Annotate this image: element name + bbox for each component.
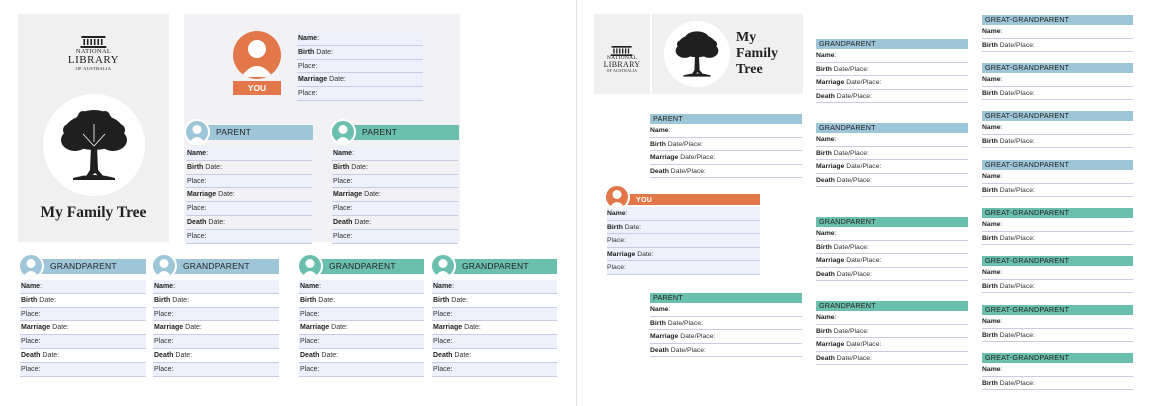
field-marriage[interactable]: Marriage Date/Place: <box>816 76 968 90</box>
nla-line3: OF AUSTRALIA <box>75 66 112 71</box>
field-marriage-date[interactable]: Marriage Date: <box>153 321 279 335</box>
you-label: YOU <box>614 194 760 205</box>
field-name[interactable]: Name: <box>982 121 1133 135</box>
great-grandparent-fields-7 <box>982 315 1133 342</box>
field-marriage-place[interactable]: Place: <box>432 335 557 349</box>
field-name[interactable]: Name: <box>982 25 1133 39</box>
field-death-date[interactable]: Death Date: <box>299 349 424 363</box>
field-marriage[interactable]: Marriage Date/Place: <box>816 160 968 174</box>
field-name[interactable]: Name: <box>982 73 1133 87</box>
grandparent-label: GRANDPARENT <box>28 259 146 274</box>
field-marriage-date[interactable]: Marriage Date: <box>332 188 458 202</box>
field-marriage-place[interactable]: Place: <box>607 261 760 275</box>
field-marriage-place[interactable]: Place: <box>153 335 279 349</box>
tree-icon <box>664 21 730 87</box>
field-birth-place[interactable]: Place: <box>20 308 146 322</box>
field-marriage-date[interactable]: Marriage Date: <box>607 248 760 262</box>
person-icon <box>330 119 356 145</box>
nla-logo-card <box>594 14 650 94</box>
grandparent-fields-right-2 <box>816 133 968 187</box>
parent-header-2 <box>330 124 459 140</box>
great-grandparent-label: GREAT-GRANDPARENT <box>982 160 1133 170</box>
nla-logo <box>604 46 641 74</box>
grandparent-label: GRANDPARENT <box>816 301 968 311</box>
field-birth[interactable]: Birth Date/Place: <box>816 147 968 161</box>
page-divider <box>576 0 577 406</box>
parent-label: PARENT <box>194 125 313 140</box>
field-birth-place[interactable]: Place: <box>153 308 279 322</box>
field-marriage-date[interactable]: Marriage Date: <box>432 321 557 335</box>
you-avatar <box>233 31 281 79</box>
person-icon <box>18 253 44 279</box>
title-line2: Family <box>736 46 778 61</box>
person-icon <box>184 119 210 145</box>
great-grandparent-fields-4 <box>982 170 1133 197</box>
field-death-date[interactable]: Death Date: <box>153 349 279 363</box>
grandparent-label: GRANDPARENT <box>816 123 968 133</box>
nla-line2: LIBRARY <box>603 60 641 69</box>
great-grandparent-fields-8 <box>982 363 1133 390</box>
field-marriage-place[interactable]: Place: <box>297 87 423 101</box>
field-birth[interactable]: Birth Date/Place: <box>816 325 968 339</box>
field-name[interactable]: Name: <box>982 266 1133 280</box>
field-birth-date[interactable]: Birth Date: <box>20 294 146 308</box>
parent-fields-1 <box>186 147 312 244</box>
field-birth[interactable]: Birth Date/Place: <box>816 241 968 255</box>
great-grandparent-fields-5 <box>982 218 1133 245</box>
grandparent-header-4 <box>430 258 557 274</box>
parent-fields-2 <box>332 147 458 244</box>
field-birth[interactable]: Birth Date/Place: <box>982 135 1133 149</box>
great-grandparent-label: GREAT-GRANDPARENT <box>982 208 1133 218</box>
field-birth-date[interactable]: Birth Date: <box>186 161 312 175</box>
field-name[interactable]: Name: <box>650 303 802 317</box>
field-name[interactable]: Name: <box>816 227 968 241</box>
grandparent-header-1 <box>18 258 146 274</box>
grandparent-header-3 <box>297 258 424 274</box>
person-icon <box>233 31 281 79</box>
grandparent-fields-3 <box>299 280 424 377</box>
great-grandparent-label: GREAT-GRANDPARENT <box>982 353 1133 363</box>
field-birth[interactable]: Birth Date/Place: <box>650 138 802 152</box>
title-line1: My <box>736 30 757 45</box>
field-name[interactable]: Name: <box>982 170 1133 184</box>
field-name[interactable]: Name: <box>982 315 1133 329</box>
great-grandparent-label: GREAT-GRANDPARENT <box>982 15 1133 25</box>
field-name[interactable]: Name: <box>650 124 802 138</box>
great-grandparent-fields-3 <box>982 121 1133 148</box>
field-marriage-place[interactable]: Place: <box>186 202 312 216</box>
tree-circle <box>664 21 730 87</box>
tree-circle <box>43 94 145 196</box>
grandparent-label: GRANDPARENT <box>161 259 279 274</box>
field-name[interactable]: Name: <box>982 363 1133 377</box>
nla-logo <box>68 36 119 71</box>
field-marriage[interactable]: Marriage Date/Place: <box>816 338 968 352</box>
field-birth-date[interactable]: Birth Date: <box>332 161 458 175</box>
field-death-place[interactable]: Place: <box>153 363 279 377</box>
field-birth[interactable]: Birth Date/Place: <box>982 87 1133 101</box>
you-avatar <box>604 184 630 210</box>
grandparent-fields-right-1 <box>816 49 968 103</box>
field-birth-place[interactable]: Place: <box>332 175 458 189</box>
field-birth[interactable]: Birth Date/Place: <box>982 232 1133 246</box>
person-icon <box>606 186 628 208</box>
you-fields-right <box>607 207 760 275</box>
field-name[interactable]: Name: <box>20 280 146 294</box>
grandparent-header-2 <box>151 258 279 274</box>
field-marriage[interactable]: Marriage Date/Place: <box>650 151 802 165</box>
grandparent-fields-2 <box>153 280 279 377</box>
title-card-right <box>652 14 803 94</box>
field-marriage-date[interactable]: Marriage Date: <box>299 321 424 335</box>
great-grandparent-label: GREAT-GRANDPARENT <box>982 63 1133 73</box>
field-birth[interactable]: Birth Date/Place: <box>982 184 1133 198</box>
field-marriage-place[interactable]: Place: <box>299 335 424 349</box>
field-name[interactable]: Name: <box>816 311 968 325</box>
field-death-place[interactable]: Place: <box>332 230 458 244</box>
great-grandparent-label: GREAT-GRANDPARENT <box>982 111 1133 121</box>
field-death-date[interactable]: Death Date: <box>332 216 458 230</box>
field-name[interactable]: Name: <box>297 32 423 46</box>
field-birth-place[interactable]: Place: <box>186 175 312 189</box>
field-birth-date[interactable]: Birth Date: <box>607 221 760 235</box>
field-birth-date[interactable]: Birth Date: <box>299 294 424 308</box>
field-name[interactable]: Name: <box>153 280 279 294</box>
parent-label: PARENT <box>340 125 459 140</box>
great-grandparent-fields-2 <box>982 73 1133 100</box>
great-grandparent-label: GREAT-GRANDPARENT <box>982 256 1133 266</box>
nla-line1: NATIONAL <box>75 48 112 55</box>
field-death[interactable]: Death Date/Place: <box>650 344 802 358</box>
field-marriage-date[interactable]: Marriage Date: <box>20 321 146 335</box>
field-death-date[interactable]: Death Date: <box>432 349 557 363</box>
field-name[interactable]: Name: <box>607 207 760 221</box>
grandparent-label: GRANDPARENT <box>307 259 424 274</box>
parent-fields-right-1 <box>650 124 802 178</box>
field-name[interactable]: Name: <box>186 147 312 161</box>
field-birth[interactable]: Birth Date/Place: <box>982 280 1133 294</box>
field-name[interactable]: Name: <box>816 133 968 147</box>
field-birth-date[interactable]: Birth Date: <box>432 294 557 308</box>
field-death[interactable]: Death Date/Place: <box>816 352 968 366</box>
field-birth[interactable]: Birth Date/Place: <box>650 317 802 331</box>
field-death[interactable]: Death Date/Place: <box>650 165 802 179</box>
grandparent-fields-1 <box>20 280 146 377</box>
parent-label: PARENT <box>650 293 802 303</box>
parent-header-1 <box>184 124 313 140</box>
grandparent-fields-4 <box>432 280 557 377</box>
nla-line3: OF AUSTRALIA <box>606 69 638 73</box>
title-card <box>18 14 169 242</box>
page-title: My Family Tree <box>40 204 147 221</box>
page-title-right <box>736 30 778 78</box>
field-birth-place[interactable]: Place: <box>607 234 760 248</box>
field-marriage-place[interactable]: Place: <box>332 202 458 216</box>
library-building-icon <box>81 36 107 48</box>
field-birth-place[interactable]: Place: <box>432 308 557 322</box>
you-badge: YOU <box>233 81 281 95</box>
you-card <box>184 14 460 108</box>
grandparent-label: GRANDPARENT <box>816 217 968 227</box>
field-name[interactable]: Name: <box>982 218 1133 232</box>
parent-label: PARENT <box>650 114 802 124</box>
field-birth[interactable]: Birth Date/Place: <box>816 63 968 77</box>
field-name[interactable]: Name: <box>332 147 458 161</box>
grandparent-label: GRANDPARENT <box>440 259 557 274</box>
nla-line1: NATIONAL <box>606 55 638 61</box>
nla-line2: LIBRARY <box>67 54 120 66</box>
field-death-place[interactable]: Place: <box>432 363 557 377</box>
field-birth[interactable]: Birth Date/Place: <box>982 329 1133 343</box>
great-grandparent-label: GREAT-GRANDPARENT <box>982 305 1133 315</box>
grandparent-fields-right-3 <box>816 227 968 281</box>
you-fields <box>297 32 423 101</box>
field-birth-date[interactable]: Birth Date: <box>153 294 279 308</box>
field-death-place[interactable]: Place: <box>20 363 146 377</box>
field-name[interactable]: Name: <box>816 49 968 63</box>
field-marriage[interactable]: Marriage Date/Place: <box>816 254 968 268</box>
field-death[interactable]: Death Date/Place: <box>816 268 968 282</box>
field-marriage-date[interactable]: Marriage Date: <box>186 188 312 202</box>
great-grandparent-fields-1 <box>982 25 1133 52</box>
parent-fields-right-2 <box>650 303 802 357</box>
field-death-date[interactable]: Death Date: <box>186 216 312 230</box>
person-icon <box>297 253 323 279</box>
field-birth[interactable]: Birth Date/Place: <box>982 39 1133 53</box>
field-birth[interactable]: Birth Date/Place: <box>982 377 1133 391</box>
grandparent-fields-right-4 <box>816 311 968 365</box>
field-death-date[interactable]: Death Date: <box>20 349 146 363</box>
title-line3: Tree <box>736 62 763 77</box>
field-name[interactable]: Name: <box>432 280 557 294</box>
field-birth-place[interactable]: Place: <box>297 60 423 74</box>
field-birth-date[interactable]: Birth Date: <box>297 46 423 60</box>
field-birth-place[interactable]: Place: <box>299 308 424 322</box>
person-icon <box>151 253 177 279</box>
field-marriage-place[interactable]: Place: <box>20 335 146 349</box>
field-death-place[interactable]: Place: <box>299 363 424 377</box>
tree-icon <box>43 94 145 196</box>
field-marriage[interactable]: Marriage Date/Place: <box>650 330 802 344</box>
field-death[interactable]: Death Date/Place: <box>816 174 968 188</box>
great-grandparent-fields-6 <box>982 266 1133 293</box>
field-name[interactable]: Name: <box>299 280 424 294</box>
field-death-place[interactable]: Place: <box>186 230 312 244</box>
grandparent-label: GRANDPARENT <box>816 39 968 49</box>
field-death[interactable]: Death Date/Place: <box>816 90 968 104</box>
person-icon <box>430 253 456 279</box>
field-marriage-date[interactable]: Marriage Date: <box>297 73 423 87</box>
